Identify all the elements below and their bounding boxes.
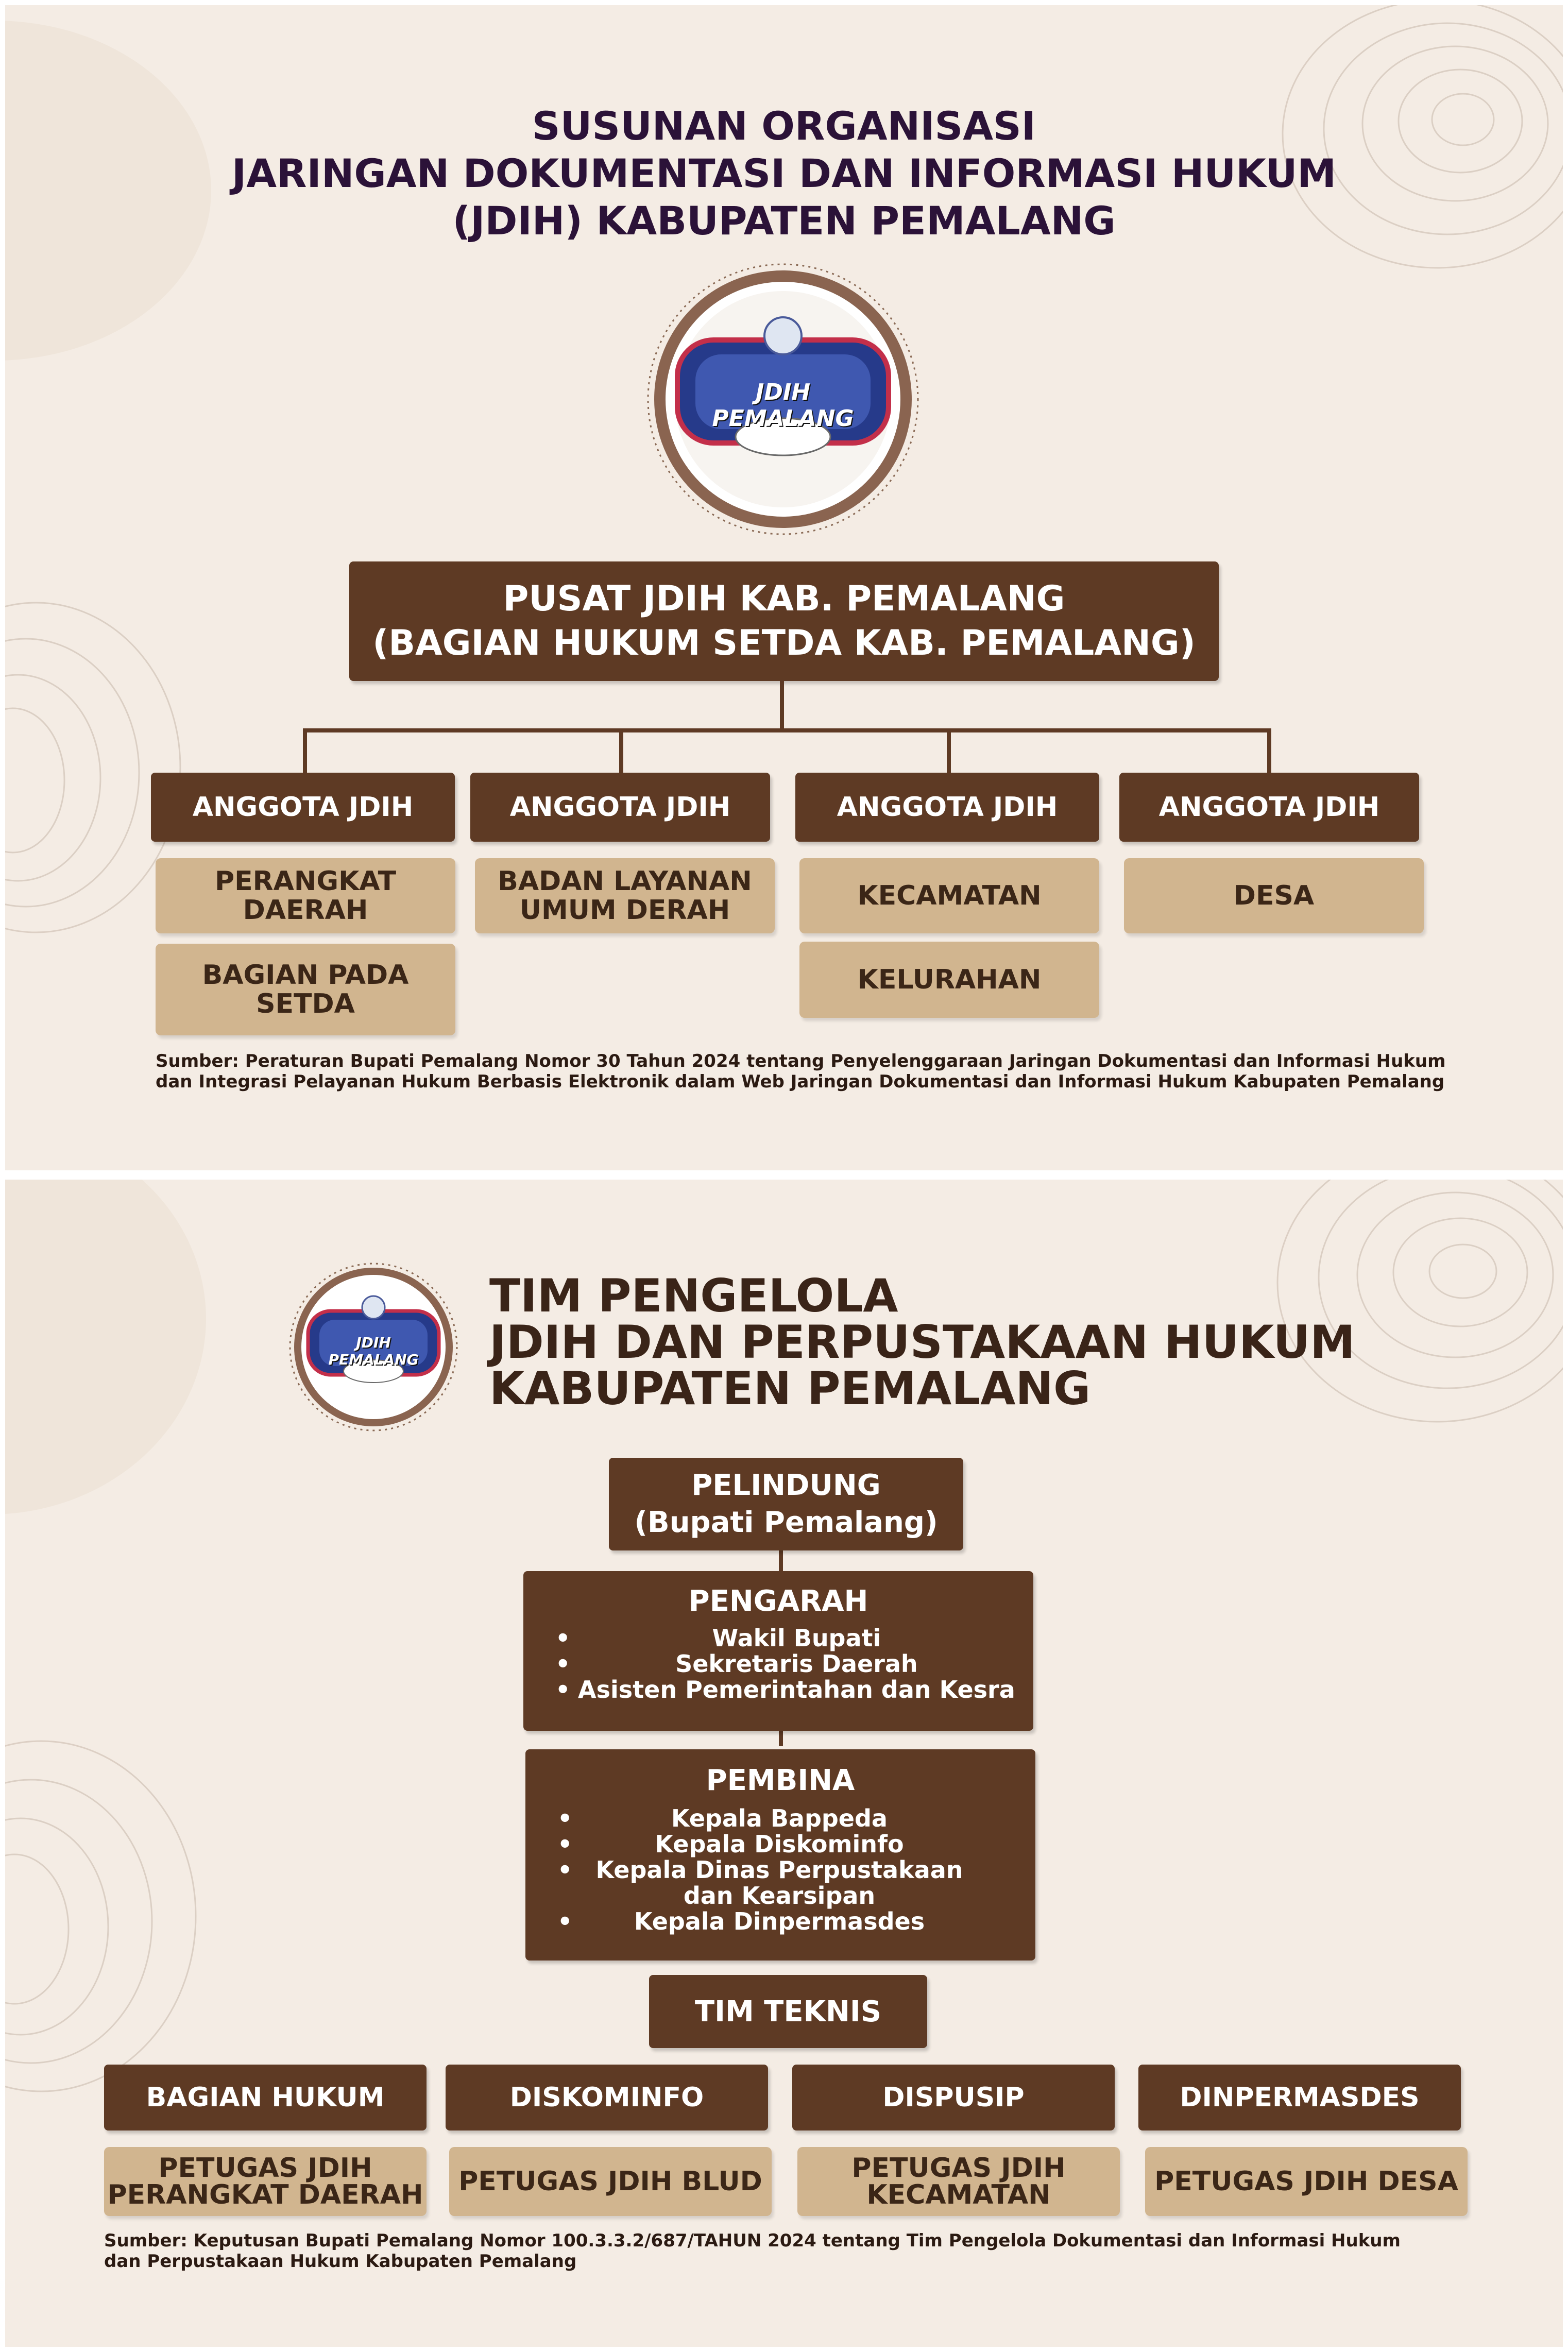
member-box-blud xyxy=(475,858,775,933)
connector-line xyxy=(947,728,951,778)
anggota-header-3: ANGGOTA JDIH xyxy=(795,773,1099,842)
title-line-2: JARINGAN DOKUMENTASI DAN INFORMASI HUKUM xyxy=(231,150,1337,196)
petugas-perangkat-daerah xyxy=(104,2147,427,2216)
pengarah-title: PENGARAH xyxy=(688,1584,868,1618)
member-text: PERANGKAT xyxy=(214,866,397,897)
member-text: DAERAH xyxy=(243,895,368,926)
connector-line xyxy=(303,728,1271,732)
list-item: • Asisten Pemerintahan dan Kesra xyxy=(554,1677,1015,1702)
petugas-text: PETUGAS JDIH xyxy=(851,2153,1066,2184)
pusat-jdih-box xyxy=(349,561,1219,681)
connector-line xyxy=(303,728,307,778)
title-line-2: JDIH DAN PERPUSTAKAAN HUKUM xyxy=(489,1316,1355,1369)
pembina-list xyxy=(556,1805,979,1934)
list-item: • Wakil Bupati xyxy=(554,1625,1015,1651)
unit-dinpermasdes: DINPERMASDES xyxy=(1138,2065,1461,2131)
member-box-kelurahan: KELURAHAN xyxy=(799,942,1099,1018)
source-line-2: dan Perpustakaan Hukum Kabupaten Pemalang xyxy=(104,2251,577,2272)
list-item: • Kepala Dinas Perpustakaan dan Kearsipan xyxy=(556,1857,979,1908)
petugas-kecamatan xyxy=(797,2147,1120,2216)
petugas-text: KECAMATAN xyxy=(866,2179,1051,2210)
anggota-header-1: ANGGOTA JDIH xyxy=(151,773,455,842)
member-text: BAGIAN PADA xyxy=(202,960,409,991)
title-line-1: TIM PENGELOLA xyxy=(489,1269,898,1322)
management-team-panel xyxy=(5,1180,1563,2347)
petugas-text: PETUGAS JDIH xyxy=(158,2153,372,2184)
unit-bagian-hukum: BAGIAN HUKUM xyxy=(104,2065,427,2131)
pelindung-title: PELINDUNG xyxy=(691,1469,881,1502)
organization-panel xyxy=(5,5,1563,1170)
pelindung-subtitle: (Bupati Pemalang) xyxy=(634,1506,938,1539)
pengarah-list xyxy=(554,1625,1015,1702)
logo-text-small: JDIH PEMALANG xyxy=(328,1334,419,1368)
logo-text: JDIH PEMALANG xyxy=(712,379,854,432)
pusat-line-2: (BAGIAN HUKUM SETDA KAB. PEMALANG) xyxy=(372,623,1196,663)
title-line-3: KABUPATEN PEMALANG xyxy=(489,1362,1091,1415)
member-box-kecamatan: KECAMATAN xyxy=(799,858,1099,933)
tim-teknis-box: TIM TEKNIS xyxy=(649,1975,927,2048)
pembina-box xyxy=(525,1749,1035,1961)
member-box-perangkat-daerah xyxy=(156,858,455,933)
source-line-1: Sumber: Peraturan Bupati Pemalang Nomor 30 Tahun 2024 tentang Penyelenggaraan Jaringan Dokumentasi dan Informasi Hukum xyxy=(156,1051,1446,1071)
member-text: BADAN LAYANAN xyxy=(498,866,752,897)
list-item: • Sekretaris Daerah xyxy=(554,1651,1015,1677)
petugas-desa: PETUGAS JDIH DESA xyxy=(1145,2147,1468,2216)
source-line-2: dan Integrasi Pelayanan Hukum Berbasis Elektronik dalam Web Jaringan Dokumentasi dan Informasi Hukum Kabupaten Pemalang xyxy=(156,1071,1445,1092)
anggota-header-2: ANGGOTA JDIH xyxy=(470,773,770,842)
member-text: UMUM DERAH xyxy=(519,895,730,926)
petugas-text: PERANGKAT DAERAH xyxy=(107,2179,423,2210)
petugas-blud: PETUGAS JDIH BLUD xyxy=(449,2147,772,2216)
pembina-title: PEMBINA xyxy=(706,1764,855,1797)
source-line-1: Sumber: Keputusan Bupati Pemalang Nomor 100.3.3.2/687/TAHUN 2024 tentang Tim Pengelola Dokumentasi dan Informasi Hukum xyxy=(104,2230,1401,2251)
list-item: • Kepala Diskominfo xyxy=(556,1831,979,1857)
connector-line xyxy=(619,728,623,778)
member-box-bagian-setda xyxy=(156,944,455,1035)
title-line-3: (JDIH) KABUPATEN PEMALANG xyxy=(452,198,1116,244)
pusat-line-1: PUSAT JDIH KAB. PEMALANG xyxy=(503,578,1065,619)
member-text: SETDA xyxy=(256,988,355,1019)
title-line-1: SUSUNAN ORGANISASI xyxy=(532,103,1036,149)
unit-diskominfo: DISKOMINFO xyxy=(446,2065,768,2131)
pengarah-box xyxy=(523,1571,1033,1731)
connector-line xyxy=(780,681,784,731)
member-box-desa: DESA xyxy=(1124,858,1424,933)
anggota-header-4: ANGGOTA JDIH xyxy=(1119,773,1419,842)
list-item: • Kepala Bappeda xyxy=(556,1805,979,1831)
list-item: • Kepala Dinpermasdes xyxy=(556,1908,979,1934)
unit-dispusip: DISPUSIP xyxy=(792,2065,1115,2131)
connector-line xyxy=(1267,728,1271,778)
pelindung-box xyxy=(609,1458,963,1550)
